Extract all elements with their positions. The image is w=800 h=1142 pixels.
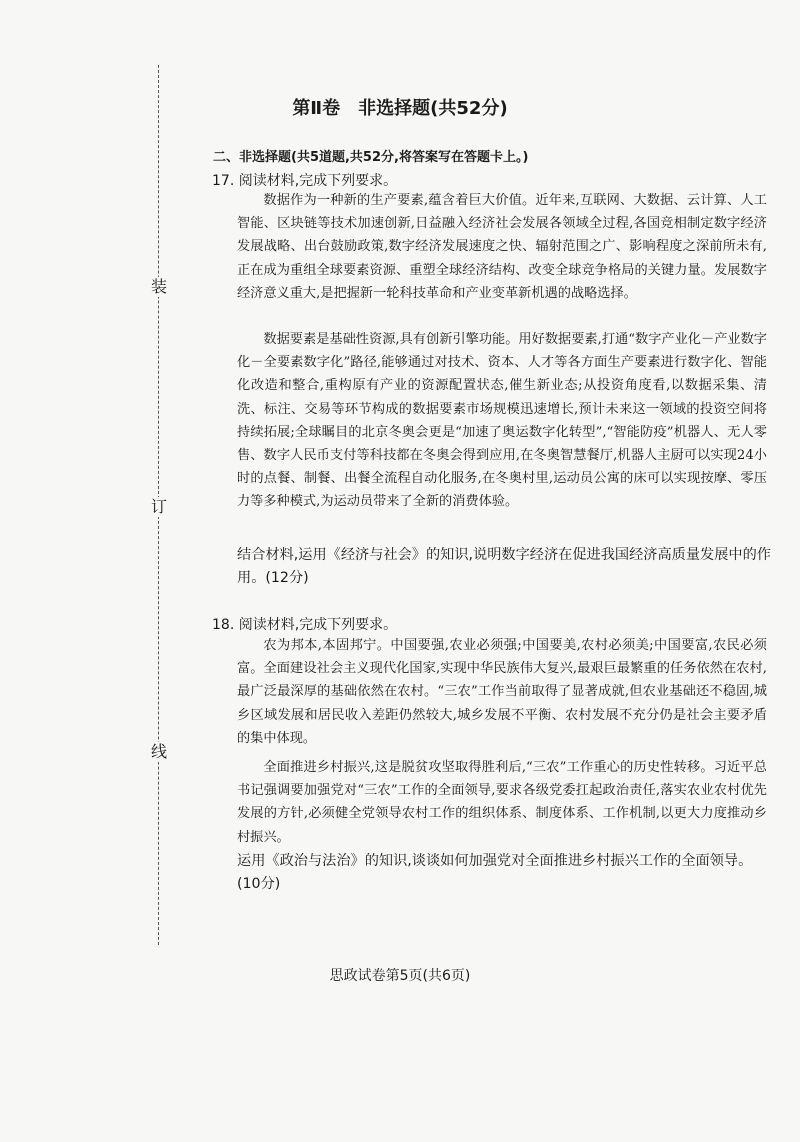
question-18-material-paragraph-2: 全面推进乡村振兴,这是脱贫攻坚取得胜利后,“三农”工作重心的历史性转移。习近平总书记强调要加强党对“三农”工作的全面领导,要求各级党委扛起政治责任,落实农业农村优先发展的方针,必须健全党领导农村工作的组织体系、制度体系、工作机制,以更大力度推动乡村振兴。 bbox=[237, 760, 767, 845]
page-footer: 思政试卷第5页(共6页) bbox=[329, 968, 471, 984]
binding-char-ding: 订 bbox=[150, 497, 167, 516]
question-18-material-paragraph-1: 农为邦本,本固邦宁。中国要强,农业必须强;中国要美,农村必须美;中国要富,农民必须富。全面建设社会主义现代化国家,实现中华民族伟大复兴,最艰巨最繁重的任务依然在农村,最广泛最深厚的基础依然在农村。“三农”工作当前取得了显著成就,但农业基础还不稳固,城乡区域发展和居民收入差距仍然较大,城乡发展不平衡、农村发展不充分仍是社会主要矛盾的集中体现。 bbox=[237, 638, 767, 746]
binding-char-zhuang: 装 bbox=[150, 277, 167, 296]
question-17-material-paragraph-2: 数据要素是基础性资源,具有创新引擎功能。用好数据要素,打通“数字产业化－产业数字化－全要素数字化”路径,能够通过对技术、资本、人才等各方面生产要素进行数字化、智能化改造和整合,重构原有产业的资源配置状态,催生新业态;从投资角度看,以数据采集、清洗、标注、交易等环节构成的数据要素市场规模迅速增长,预计未来这一领域的投资空间将持续拓展;全球瞩目的北京冬奥会更是“加速了奥运数字化转型”,“智能防疫”机器人、无人零售、数字人民币支付等科技都在冬奥会得到应用,在冬奥智慧餐厅,机器人主厨可以实现24小时的点餐、制餐、出餐全流程自动化服务,在冬奥村里,运动员公寓的床可以实现按摩、零压力等多种模式,为运动员带来了全新的消费体验。 bbox=[237, 332, 767, 510]
question-17-heading: 17. 阅读材料,完成下列要求。 bbox=[212, 173, 398, 189]
section-title: 第Ⅱ卷 非选择题(共52分) bbox=[292, 98, 508, 119]
binding-char-xian: 线 bbox=[150, 742, 167, 761]
question-17-task: 结合材料,运用《经济与社会》的知识,说明数字经济在促进我国经济高质量发展中的作用。(12分) bbox=[237, 547, 771, 586]
question-18-heading: 18. 阅读材料,完成下列要求。 bbox=[212, 617, 398, 633]
section-instructions: 二、非选择题(共5道题,共52分,将答案写在答题卡上。) bbox=[213, 150, 529, 165]
question-17-material-paragraph-1: 数据作为一种新的生产要素,蕴含着巨大价值。近年来,互联网、大数据、云计算、人工智能、区块链等技术加速创新,日益融入经济社会发展各领域全过程,各国竞相制定数字经济发展战略、出台鼓励政策,数字经济发展速度之快、辐射范围之广、影响程度之深前所未有,正在成为重组全球要素资源、重塑全球经济结构、改变全球竞争格局的关键力量。发展数字经济意义重大,是把握新一轮科技革命和产业变革新机遇的战略选择。 bbox=[237, 193, 767, 301]
question-18-task: 运用《政治与法治》的知识,谈谈如何加强党对全面推进乡村振兴工作的全面领导。(10分) bbox=[237, 853, 753, 892]
